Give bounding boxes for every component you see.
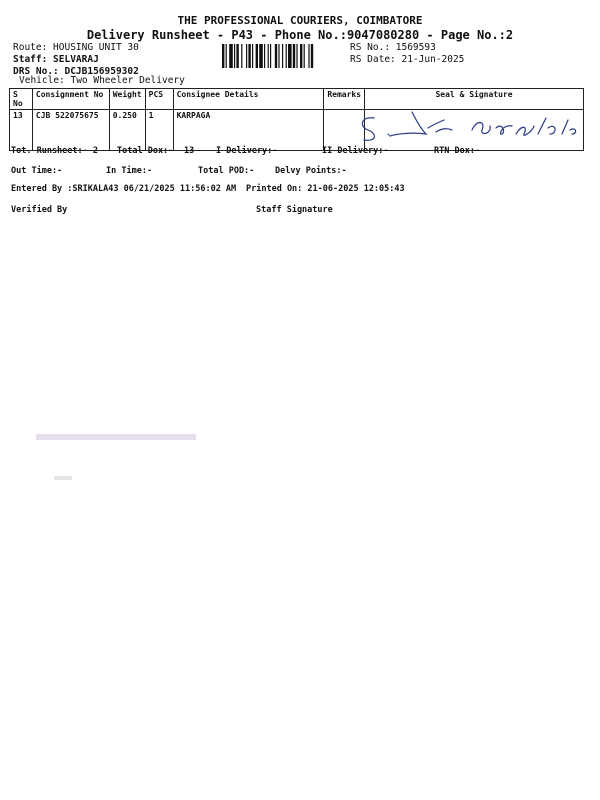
barcode-bar	[234, 44, 235, 68]
cell-weight: 0.250	[109, 110, 145, 151]
rtn-dox: RTN Dox:-	[434, 146, 481, 156]
delvy-points: Delvy Points:-	[275, 166, 347, 176]
rs-no-label: RS No.: 1569593	[350, 42, 436, 53]
total-dox-value: 13	[184, 146, 195, 156]
barcode-bar	[296, 44, 297, 68]
col-header-weight: Weight	[109, 89, 145, 110]
rs-date-label: RS Date: 21-Jun-2025	[350, 54, 465, 65]
cell-consignee: KARPAGA	[173, 110, 324, 151]
cell-pcs: 1	[145, 110, 173, 151]
barcode-bar	[256, 44, 258, 68]
staff-label: Staff: SELVARAJ	[13, 54, 99, 65]
col-header-sno: S No	[10, 89, 33, 110]
barcode-bar	[236, 44, 238, 68]
barcode-bar	[293, 44, 295, 68]
barcode-bar	[229, 44, 233, 68]
barcode-bar	[282, 44, 283, 68]
handwritten-signature-icon	[352, 104, 584, 152]
barcode-bar	[226, 44, 227, 68]
col-header-seal-signature: Seal & Signature	[365, 89, 584, 110]
barcode-bar	[268, 44, 269, 68]
barcode-bar	[286, 44, 287, 68]
barcode-bar	[275, 44, 277, 68]
col-header-consignee: Consignee Details	[173, 89, 324, 110]
barcode-bar	[264, 44, 265, 68]
barcode-bar	[288, 44, 292, 68]
barcode-bar	[248, 44, 250, 68]
ii-delivery: II Delivery:-	[322, 146, 389, 156]
col-header-pcs: PCS	[145, 89, 173, 110]
company-title: THE PROFESSIONAL COURIERS, COIMBATORE	[177, 14, 423, 27]
tot-runsheet: Tot. Runsheet:- 2	[11, 146, 98, 156]
barcode-bar	[308, 44, 309, 68]
barcode-bar	[270, 44, 271, 68]
cell-consignment-no: CJB 522075675	[32, 110, 109, 151]
total-dox-label: Total Dox:-	[117, 146, 174, 156]
verified-by: Verified By	[11, 205, 68, 215]
barcode-bar	[241, 44, 242, 68]
col-header-consignment: Consignment No	[32, 89, 109, 110]
barcode-bar	[304, 44, 305, 68]
entered-by: Entered By :SRIKALA43 06/21/2025 11:56:02 AM	[11, 184, 237, 194]
total-pod: Total POD:-	[198, 166, 255, 176]
out-time: Out Time:-	[11, 166, 63, 176]
staff-signature-label: Staff Signature	[256, 205, 333, 215]
col-header-remarks: Remarks	[324, 89, 365, 110]
barcode-bar	[222, 44, 224, 68]
barcode-bar	[259, 44, 263, 68]
printed-on: Printed On: 21-06-2025 12:05:43	[246, 184, 405, 194]
barcode-icon	[222, 44, 344, 68]
i-delivery: I Delivery:-	[216, 146, 278, 156]
faded-smudge-mark-icon	[54, 474, 74, 482]
barcode-bar	[252, 44, 253, 68]
drs-no-label: DRS No.: DCJB156959302	[13, 66, 139, 77]
barcode-bar	[278, 44, 279, 68]
cell-sno: 13	[10, 110, 33, 151]
in-time: In Time:-	[106, 166, 153, 176]
route-label: Route: HOUSING UNIT 30	[13, 42, 139, 53]
barcode-bar	[300, 44, 302, 68]
barcode-bar	[246, 44, 247, 68]
runsheet-subtitle: Delivery Runsheet - P43 - Phone No.:9047080280 - Page No.:2	[86, 28, 514, 42]
vehicle-label: Vehicle: Two Wheeler Delivery	[19, 75, 185, 86]
faded-stamp-mark-icon	[36, 430, 206, 446]
barcode-bar	[311, 44, 313, 68]
